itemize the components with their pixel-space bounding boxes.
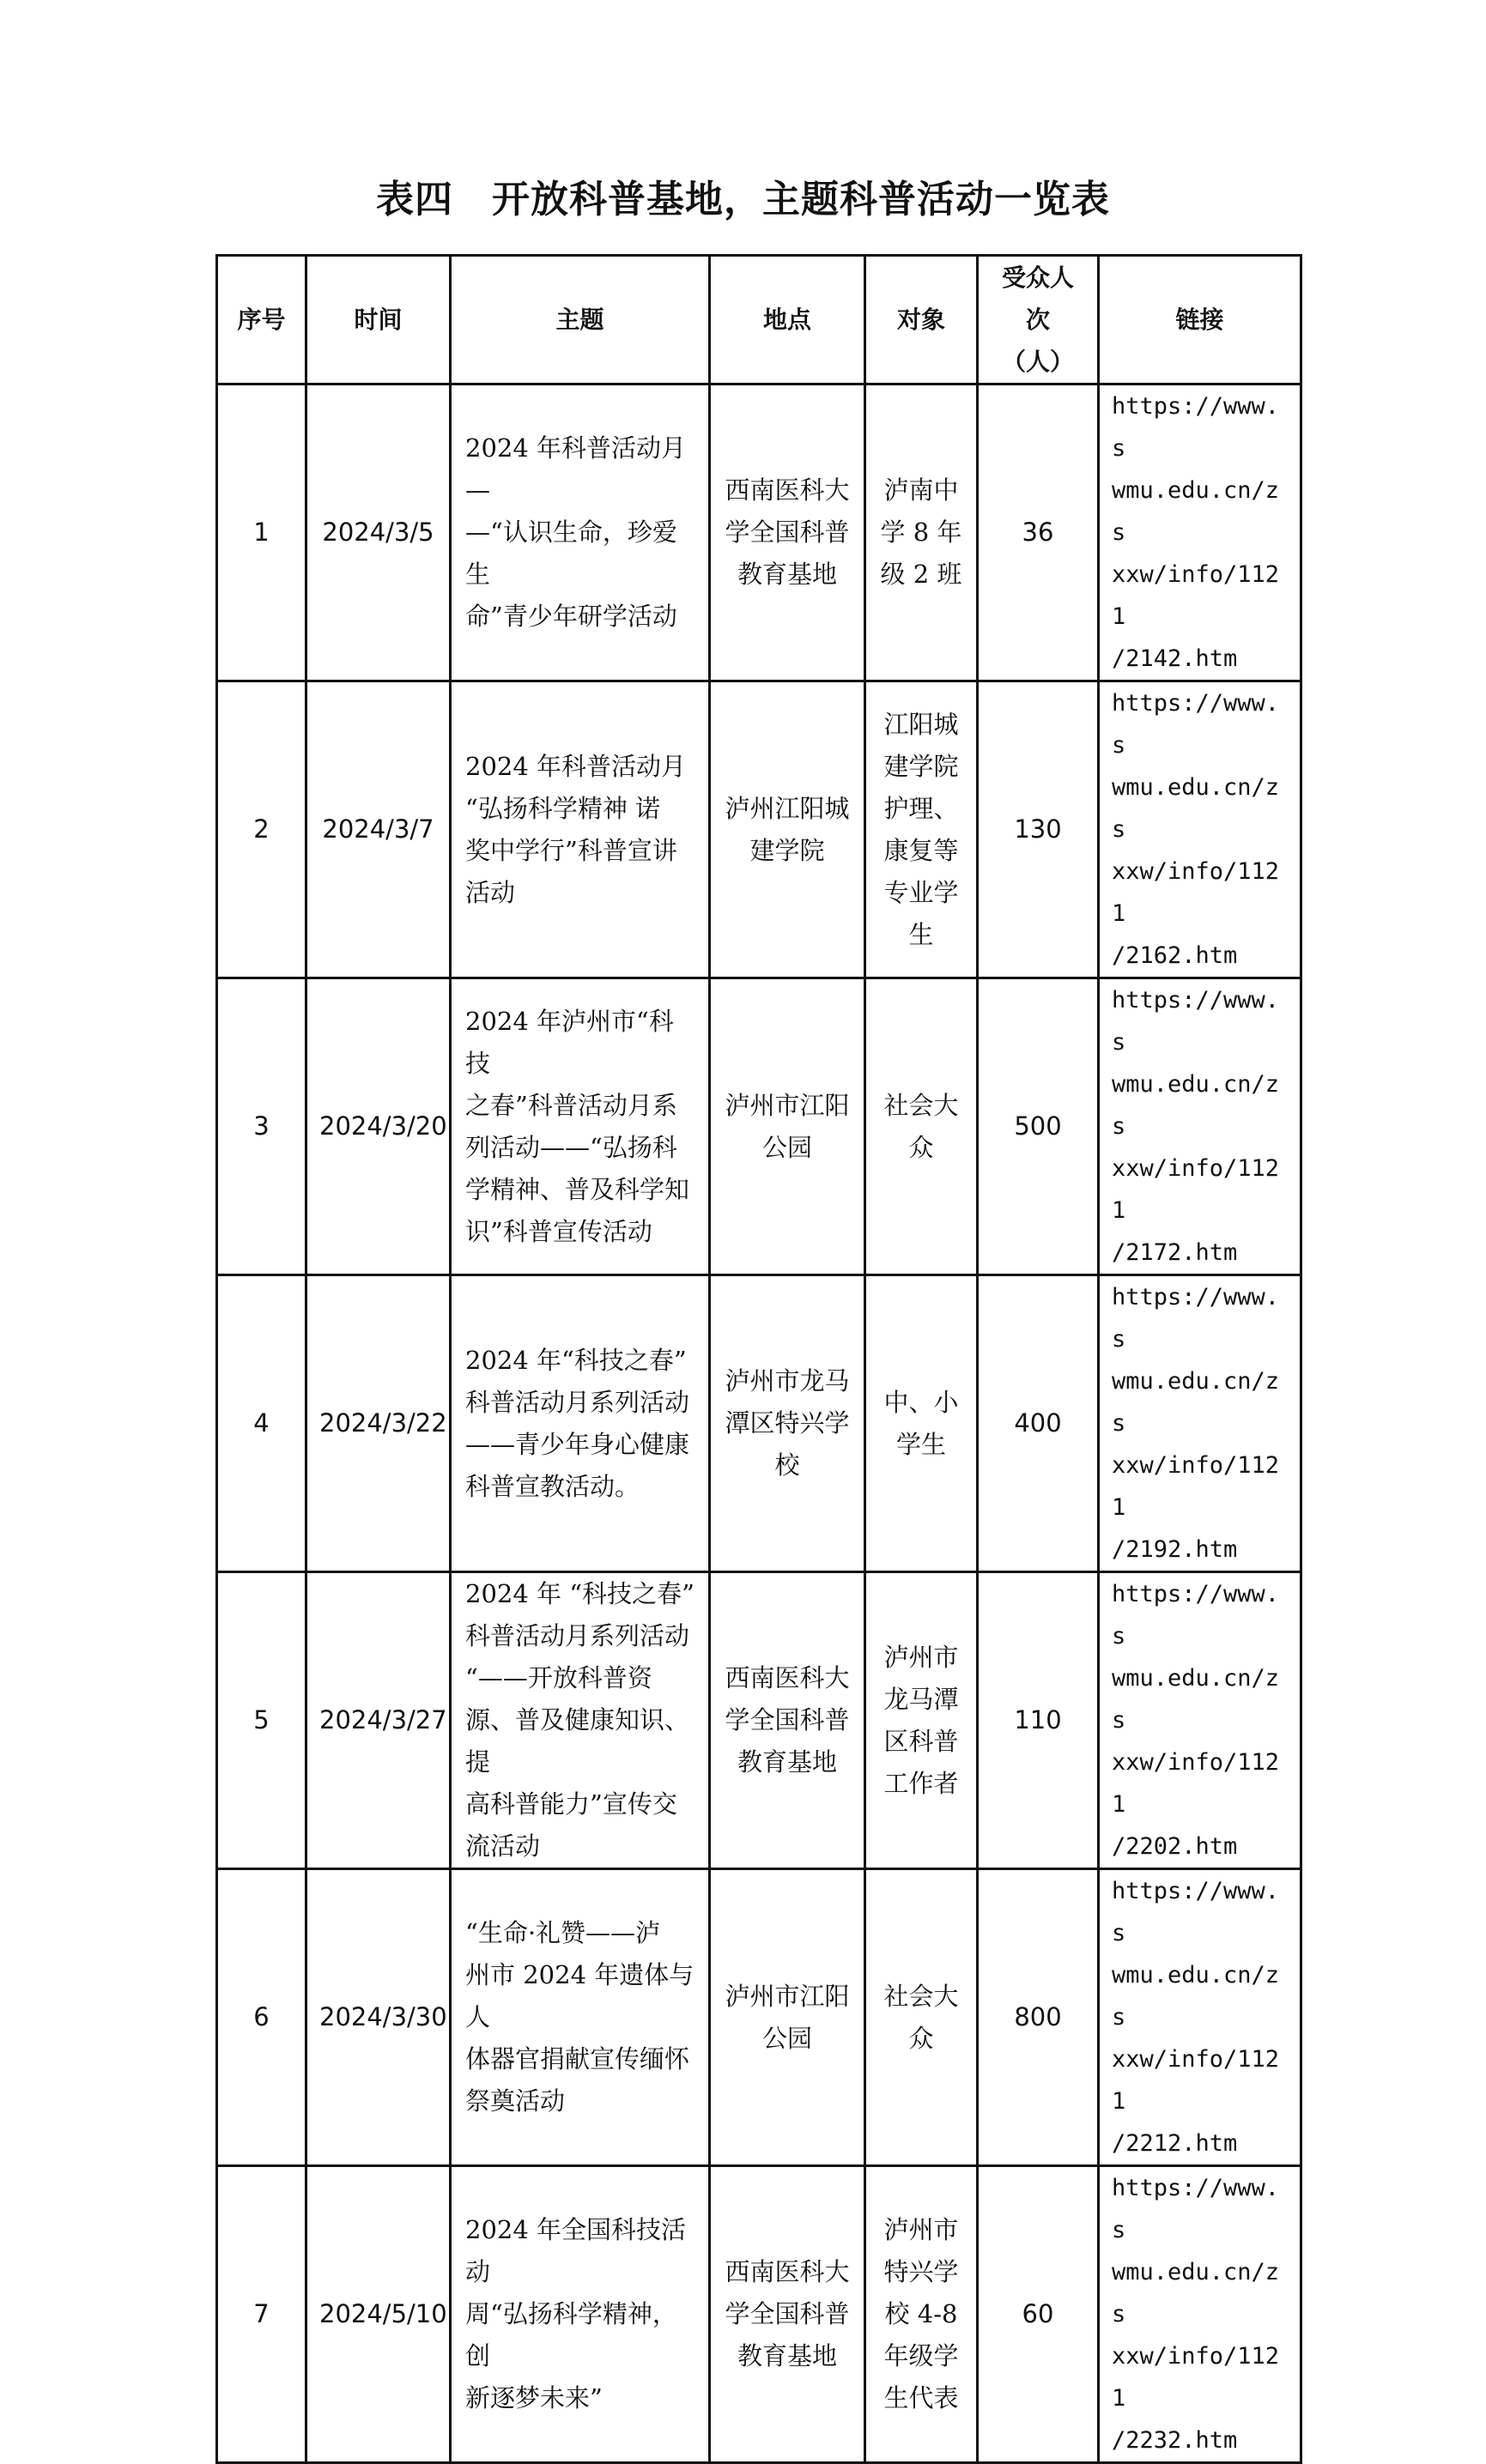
header-index: 序号 bbox=[217, 256, 306, 384]
row-theme-line: 流活动 bbox=[465, 1831, 541, 1861]
row-link-line[interactable]: wmu.edu.cn/zs bbox=[1112, 2259, 1280, 2328]
row-audience-line: 社会大 bbox=[883, 1981, 959, 2011]
row-place bbox=[710, 2166, 865, 2463]
row-place bbox=[710, 1572, 865, 1869]
row-index: 7 bbox=[217, 2166, 306, 2463]
row-link-line[interactable]: /2162.htm bbox=[1112, 942, 1238, 969]
row-count: 60 bbox=[978, 2166, 1099, 2463]
row-place-line: 西南医科大 bbox=[725, 475, 850, 505]
row-theme-line: 2024 年“科技之春” bbox=[465, 1345, 687, 1375]
row-place-line: 学全国科普 bbox=[725, 1705, 850, 1734]
row-place-line: 泸州市龙马 bbox=[725, 1366, 850, 1395]
row-audience bbox=[865, 2166, 978, 2463]
row-audience bbox=[865, 1869, 978, 2166]
row-audience-line: 江阳城 bbox=[883, 709, 959, 739]
header-count-line: 受众人 bbox=[1001, 263, 1074, 292]
row-link-line[interactable]: wmu.edu.cn/zs bbox=[1112, 477, 1280, 546]
row-theme-line: 周“弘扬科学精神，创 bbox=[465, 2299, 677, 2370]
row-audience-line: 护理、 bbox=[883, 793, 959, 823]
row-audience-line: 生 bbox=[908, 919, 934, 949]
row-theme-line: 识”科普宣传活动 bbox=[465, 1216, 652, 1246]
row-place-line: 校 bbox=[774, 1450, 800, 1480]
row-theme-line: 学精神、普及科学知 bbox=[465, 1174, 690, 1204]
row-audience-line: 专业学 bbox=[883, 877, 959, 907]
row-theme-line: 之春”科普活动月系 bbox=[465, 1090, 677, 1120]
header-count-line: （人） bbox=[1001, 348, 1074, 376]
row-count: 500 bbox=[978, 978, 1099, 1275]
row-link-line[interactable]: /2202.htm bbox=[1112, 1833, 1238, 1860]
row-link-line[interactable]: https://www.s bbox=[1112, 2175, 1280, 2243]
table-row bbox=[217, 1572, 1301, 1869]
row-link[interactable] bbox=[1099, 384, 1301, 681]
table-body bbox=[217, 384, 1301, 2463]
row-theme-line: 科普活动月系列活动 bbox=[465, 1621, 690, 1650]
row-index: 5 bbox=[217, 1572, 306, 1869]
row-audience-line: 级 2 班 bbox=[880, 560, 962, 589]
row-audience-line: 中、小 bbox=[883, 1387, 959, 1417]
row-audience-line: 龙马潭 bbox=[883, 1684, 959, 1714]
row-link-line[interactable]: xxw/info/1121 bbox=[1112, 2343, 1280, 2412]
row-audience-line: 学 8 年 bbox=[880, 518, 962, 547]
row-count: 110 bbox=[978, 1572, 1099, 1869]
row-link-line[interactable]: /2232.htm bbox=[1112, 2427, 1238, 2454]
row-link-line[interactable]: xxw/info/1121 bbox=[1112, 1749, 1280, 1818]
row-audience-line: 泸州市 bbox=[883, 1642, 959, 1672]
row-theme-line: 奖中学行”科普宣讲 bbox=[465, 835, 677, 865]
row-theme-line: 高科普能力”宣传交 bbox=[465, 1789, 677, 1819]
row-place bbox=[710, 1869, 865, 2166]
row-link-line[interactable]: https://www.s bbox=[1112, 690, 1280, 759]
row-audience-line: 区科普 bbox=[883, 1726, 959, 1756]
row-audience bbox=[865, 384, 978, 681]
row-theme-line: 2024 年科普活动月— bbox=[465, 433, 687, 505]
row-theme-line: 列活动——“弘扬科 bbox=[465, 1132, 677, 1162]
row-audience-line: 社会大 bbox=[883, 1090, 959, 1120]
row-index: 4 bbox=[217, 1275, 306, 1572]
row-date: 2024/5/10 bbox=[306, 2166, 451, 2463]
row-place-line: 教育基地 bbox=[737, 1747, 837, 1777]
row-theme-line: 祭奠活动 bbox=[465, 2086, 566, 2116]
row-audience-line: 康复等 bbox=[883, 835, 959, 865]
row-place bbox=[710, 978, 865, 1275]
header-theme: 主题 bbox=[451, 256, 710, 384]
row-link-line[interactable]: xxw/info/1121 bbox=[1112, 1452, 1280, 1521]
row-theme-line: 2024 年泸州市“科技 bbox=[465, 1006, 674, 1078]
row-theme-line: 2024 年科普活动月 bbox=[465, 751, 687, 781]
row-theme-line: 体器官捐献宣传缅怀 bbox=[465, 2044, 690, 2074]
row-theme-line: “——开放科普资 bbox=[465, 1663, 652, 1692]
row-place-line: 西南医科大 bbox=[725, 1663, 850, 1692]
page-title: 表四 开放科普基地，主题科普活动一览表 bbox=[376, 178, 1110, 221]
row-place-line: 教育基地 bbox=[737, 560, 837, 589]
row-place bbox=[710, 681, 865, 978]
row-audience-line: 众 bbox=[908, 1132, 934, 1162]
row-place bbox=[710, 1275, 865, 1572]
header-audience: 对象 bbox=[865, 256, 978, 384]
row-place-line: 公园 bbox=[761, 2023, 812, 2053]
row-link-line[interactable]: https://www.s bbox=[1112, 393, 1280, 462]
row-count: 36 bbox=[978, 384, 1099, 681]
row-audience-line: 泸南中 bbox=[883, 475, 959, 505]
row-link-line[interactable]: xxw/info/1121 bbox=[1112, 561, 1280, 630]
row-link-line[interactable]: xxw/info/1121 bbox=[1112, 2046, 1280, 2115]
row-audience bbox=[865, 1275, 978, 1572]
table-row bbox=[217, 384, 1301, 681]
row-theme-line: 科普宣教活动。 bbox=[465, 1471, 640, 1501]
row-audience-line: 年级学 bbox=[883, 2341, 959, 2370]
header-place: 地点 bbox=[710, 256, 865, 384]
row-theme bbox=[451, 1869, 710, 2166]
row-link-line[interactable]: wmu.edu.cn/zs bbox=[1112, 774, 1280, 843]
row-theme-line: 新逐梦未来” bbox=[465, 2383, 603, 2413]
row-place-line: 泸州市江阳 bbox=[725, 1981, 850, 2011]
row-audience-line: 工作者 bbox=[883, 1768, 959, 1798]
row-place-line: 泸州江阳城 bbox=[725, 793, 850, 823]
row-date: 2024/3/22 bbox=[306, 1275, 451, 1572]
row-link[interactable] bbox=[1099, 978, 1301, 1275]
row-theme-line: 科普活动月系列活动 bbox=[465, 1387, 690, 1417]
row-theme-line: —“认识生命，珍爱生 bbox=[465, 518, 677, 589]
row-count: 400 bbox=[978, 1275, 1099, 1572]
activity-table bbox=[215, 254, 1302, 2464]
row-date: 2024/3/7 bbox=[306, 681, 451, 978]
header-count bbox=[978, 256, 1099, 384]
row-place-line: 公园 bbox=[761, 1132, 812, 1162]
row-theme-line: “弘扬科学精神 诺 bbox=[465, 793, 661, 823]
row-audience-line: 学生 bbox=[895, 1429, 946, 1459]
row-link-line[interactable]: https://www.s bbox=[1112, 1581, 1280, 1650]
row-link[interactable] bbox=[1099, 1869, 1301, 2166]
row-link-line[interactable]: https://www.s bbox=[1112, 987, 1280, 1056]
row-place-line: 建学院 bbox=[749, 835, 825, 865]
row-place-line: 学全国科普 bbox=[725, 2299, 850, 2328]
row-link[interactable] bbox=[1099, 1572, 1301, 1869]
row-place-line: 潭区特兴学 bbox=[725, 1408, 850, 1438]
table-row bbox=[217, 2166, 1301, 2463]
row-place-line: 西南医科大 bbox=[725, 2257, 850, 2286]
row-link-line[interactable]: /2172.htm bbox=[1112, 1239, 1238, 1266]
header-date: 时间 bbox=[306, 256, 451, 384]
row-count: 800 bbox=[978, 1869, 1099, 2166]
row-link-line[interactable]: /2212.htm bbox=[1112, 2130, 1238, 2157]
row-link-line[interactable]: /2192.htm bbox=[1112, 1536, 1238, 1563]
row-date: 2024/3/20 bbox=[306, 978, 451, 1275]
row-place-line: 泸州市江阳 bbox=[725, 1090, 850, 1120]
row-link-line[interactable]: wmu.edu.cn/zs bbox=[1112, 1071, 1280, 1140]
row-audience-line: 建学院 bbox=[883, 751, 959, 781]
row-theme bbox=[451, 978, 710, 1275]
row-link-line[interactable]: https://www.s bbox=[1112, 1878, 1280, 1946]
row-theme bbox=[451, 2166, 710, 2463]
row-audience bbox=[865, 681, 978, 978]
row-place-line: 教育基地 bbox=[737, 2341, 837, 2370]
row-link[interactable] bbox=[1099, 1275, 1301, 1572]
row-audience-line: 特兴学 bbox=[883, 2257, 959, 2286]
row-link-line[interactable]: wmu.edu.cn/zs bbox=[1112, 1962, 1280, 2031]
row-audience bbox=[865, 1572, 978, 1869]
row-link-line[interactable]: https://www.s bbox=[1112, 1284, 1280, 1353]
row-audience-line: 泸州市 bbox=[883, 2215, 959, 2244]
row-link[interactable] bbox=[1099, 681, 1301, 978]
row-theme-line: 源、普及健康知识、提 bbox=[465, 1705, 690, 1777]
row-index: 6 bbox=[217, 1869, 306, 2166]
row-index: 1 bbox=[217, 384, 306, 681]
row-theme bbox=[451, 1275, 710, 1572]
row-index: 2 bbox=[217, 681, 306, 978]
row-date: 2024/3/5 bbox=[306, 384, 451, 681]
header-link: 链接 bbox=[1099, 256, 1301, 384]
table-row bbox=[217, 978, 1301, 1275]
table-row bbox=[217, 1869, 1301, 2166]
row-theme-line: 2024 年 “科技之春” bbox=[465, 1579, 694, 1608]
row-link-line[interactable]: wmu.edu.cn/zs bbox=[1112, 1368, 1280, 1437]
row-count: 130 bbox=[978, 681, 1099, 978]
table-row bbox=[217, 681, 1301, 978]
row-audience-line: 校 4-8 bbox=[884, 2299, 958, 2328]
row-link-line[interactable]: xxw/info/1121 bbox=[1112, 1155, 1280, 1224]
row-theme-line: 2024 年全国科技活动 bbox=[465, 2215, 687, 2286]
row-place-line: 学全国科普 bbox=[725, 518, 850, 547]
row-theme-line: 命”青少年研学活动 bbox=[465, 602, 677, 631]
table-row bbox=[217, 1275, 1301, 1572]
row-link-line[interactable]: xxw/info/1121 bbox=[1112, 858, 1280, 927]
row-audience bbox=[865, 978, 978, 1275]
row-date: 2024/3/30 bbox=[306, 1869, 451, 2166]
row-theme bbox=[451, 1572, 710, 1869]
row-theme bbox=[451, 681, 710, 978]
row-theme bbox=[451, 384, 710, 681]
row-link-line[interactable]: /2142.htm bbox=[1112, 645, 1238, 672]
row-audience-line: 生代表 bbox=[883, 2383, 959, 2413]
row-date: 2024/3/27 bbox=[306, 1572, 451, 1869]
row-theme-line: ——青少年身心健康 bbox=[465, 1429, 690, 1459]
row-place bbox=[710, 384, 865, 681]
row-theme-line: 活动 bbox=[465, 877, 516, 907]
header-row bbox=[217, 256, 1301, 384]
row-theme-line: “生命·礼赞——泸 bbox=[465, 1918, 661, 1947]
row-theme-line: 州市 2024 年遗体与人 bbox=[465, 1960, 694, 2031]
header-count-line: 次 bbox=[1025, 306, 1050, 334]
row-link[interactable] bbox=[1099, 2166, 1301, 2463]
row-audience-line: 众 bbox=[908, 2023, 934, 2053]
row-index: 3 bbox=[217, 978, 306, 1275]
row-link-line[interactable]: wmu.edu.cn/zs bbox=[1112, 1665, 1280, 1734]
